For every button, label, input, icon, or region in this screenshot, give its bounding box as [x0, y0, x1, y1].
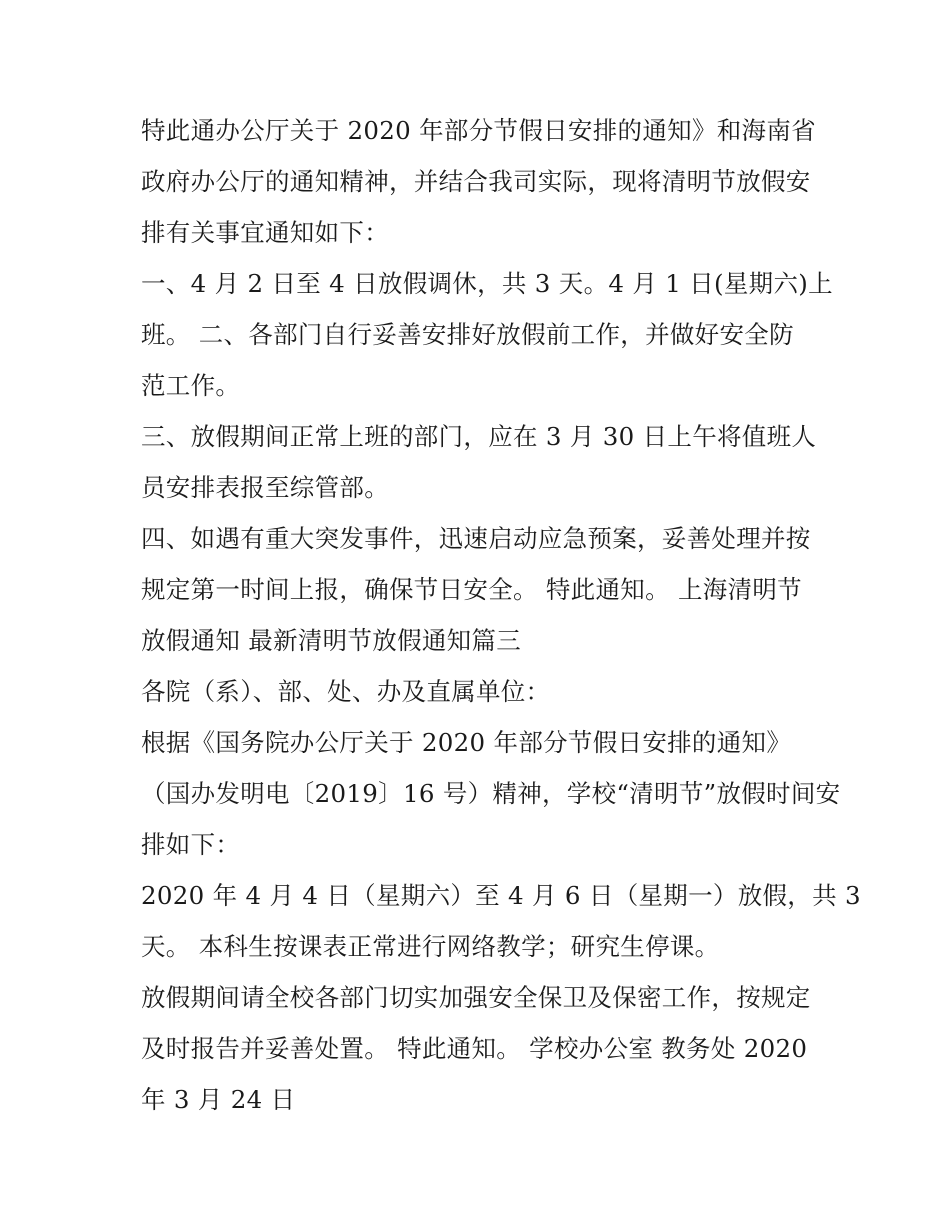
text-line: 排如下：: [141, 830, 241, 859]
text-line: 及时报告并妥善处置。 特此通知。 学校办公室 教务处 2020: [141, 1034, 808, 1063]
text-line: 三、放假期间正常上班的部门，应在 3 月 30 日上午将值班人: [141, 422, 817, 451]
text-line: 各院（系）、部、处、办及直属单位：: [141, 677, 551, 706]
text-line: 放假期间请全校各部门切实加强安全保卫及保密工作，按规定: [141, 983, 811, 1012]
text-line: 班。 二、各部门自行妥善安排好放假前工作，并做好安全防: [141, 320, 794, 349]
text-line: 天。 本科生按课表正常进行网络教学；研究生停课。: [141, 932, 720, 961]
text-line: 排有关事宜通知如下：: [141, 218, 389, 247]
text-line: 特此通办公厅关于 2020 年部分节假日安排的通知》和海南省: [141, 116, 816, 145]
text-line: 根据《国务院办公厅关于 2020 年部分节假日安排的通知》: [141, 728, 792, 757]
text-line: 年 3 月 24 日: [141, 1085, 296, 1114]
text-line: 四、如遇有重大突发事件，迅速启动应急预案，妥善处理并按: [141, 524, 811, 553]
text-line: 放假通知 最新清明节放假通知篇三: [141, 626, 522, 655]
text-line: 员安排表报至综管部。: [141, 473, 389, 502]
text-line: 一、4 月 2 日至 4 日放假调休，共 3 天。4 月 1 日(星期六)上: [141, 269, 833, 298]
text-line: 规定第一时间上报，确保节日安全。 特此通知。 上海清明节: [141, 575, 802, 604]
text-line: 政府办公厅的通知精神，并结合我司实际，现将清明节放假安: [141, 167, 811, 196]
text-line: （国办发明电〔2019〕16 号）精神，学校“清明节”放假时间安: [141, 779, 841, 808]
text-line: 2020 年 4 月 4 日（星期六）至 4 月 6 日（星期一）放假，共 3: [141, 881, 861, 910]
document-body: [141, 110, 861, 1130]
text-line: 范工作。: [141, 371, 241, 400]
